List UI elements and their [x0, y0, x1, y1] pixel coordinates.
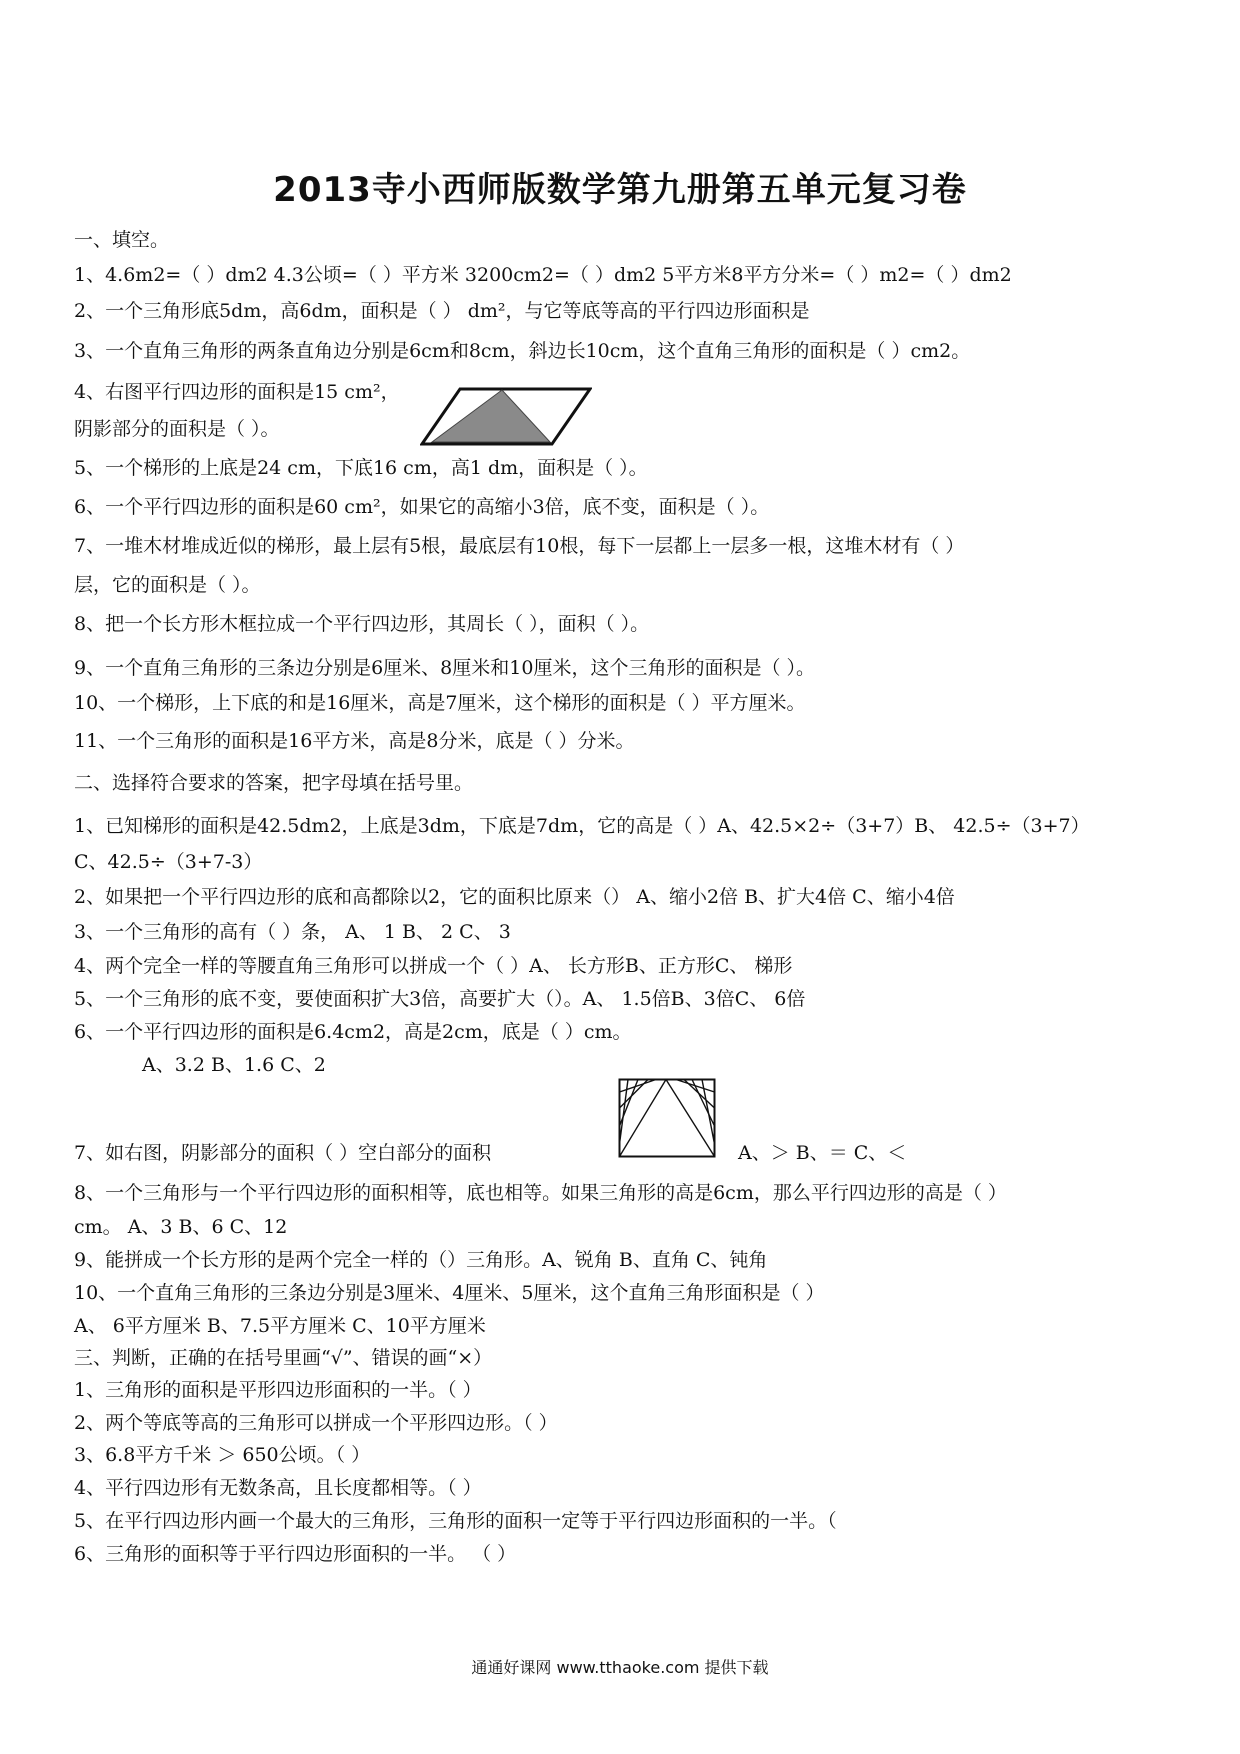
s2-question-6: 6、一个平行四边形的面积是6.4cm2，高是2cm，底是（ ）cm。: [74, 1021, 632, 1043]
s2-question-2: 2、如果把一个平行四边形的底和高都除以2，它的面积比原来（） A、缩小2倍 B、扩大4倍 C、缩小4倍: [74, 886, 955, 908]
s2-question-7: 7、如右图，阴影部分的面积（ ）空白部分的面积: [74, 1142, 492, 1164]
s2-question-8-line1: 8、一个三角形与一个平行四边形的面积相等，底也相等。如果三角形的高是6cm，那么平行四边形的高是（ ）: [74, 1182, 1007, 1204]
s3-question-5: 5、在平行四边形内画一个最大的三角形，三角形的面积一定等于平行四边形面积的一半。（: [74, 1510, 837, 1532]
s2-question-9: 9、能拼成一个长方形的是两个完全一样的（）三角形。A、锐角 B、直角 C、钝角: [74, 1249, 768, 1271]
s3-question-4: 4、平行四边形有无数条高，且长度都相等。（ ）: [74, 1477, 482, 1499]
section2-heading: 二、选择符合要求的答案，把字母填在括号里。: [74, 772, 474, 794]
s1-question-10: 10、一个梯形，上下底的和是16厘米，高是7厘米，这个梯形的面积是（ ）平方厘米。: [74, 692, 806, 714]
s1-question-4-line1: 4、右图平行四边形的面积是15 cm²，: [74, 381, 400, 403]
s3-question-2: 2、两个等底等高的三角形可以拼成一个平形四边形。（ ）: [74, 1412, 558, 1434]
s1-question-2: 2、一个三角形底5dm，高6dm，面积是（ ） dm²，与它等底等高的平行四边形面积是: [74, 300, 810, 322]
s1-question-6: 6、一个平行四边形的面积是60 cm²，如果它的高缩小3倍，底不变，面积是（ ）。: [74, 496, 770, 518]
s1-question-1: 1、4.6m2=（ ）dm2 4.3公顷=（ ）平方米 3200cm2=（ ）dm2 5平方米8平方分米=（ ）m2=（ ）dm2: [74, 264, 1012, 286]
s2-question-1-line2: C、42.5÷（3+7-3）: [74, 851, 263, 873]
s2-question-7-options: A、＞ B、＝ C、＜: [738, 1142, 907, 1164]
s3-question-6: 6、三角形的面积等于平行四边形面积的一半。 （ ）: [74, 1543, 517, 1565]
s2-question-1-line1: 1、已知梯形的面积是42.5dm2，上底是3dm，下底是7dm，它的高是（ ）A、42.5×2÷（3+7）B、 42.5÷（3+7）: [74, 815, 1090, 837]
parallelogram-figure: [420, 386, 592, 448]
s1-question-5: 5、一个梯形的上底是24 cm，下底16 cm，高1 dm，面积是（ ）。: [74, 457, 648, 479]
s2-question-10-line2: A、 6平方厘米 B、7.5平方厘米 C、10平方厘米: [74, 1315, 486, 1337]
s1-question-7-line2: 层，它的面积是（ ）。: [74, 574, 261, 596]
s1-question-8: 8、把一个长方形木框拉成一个平行四边形，其周长（ ），面积（ ）。: [74, 613, 650, 635]
s1-question-7-line1: 7、一堆木材堆成近似的梯形，最上层有5根，最底层有10根，每下一层都上一层多一根，这堆木材有（ ）: [74, 535, 965, 557]
s3-question-1: 1、三角形的面积是平形四边形面积的一半。（ ）: [74, 1379, 482, 1401]
s2-question-5: 5、一个三角形的底不变，要使面积扩大3倍，高要扩大（）。A、 1.5倍B、3倍C、 6倍: [74, 988, 806, 1010]
s2-question-8-line2: cm。 A、3 B、6 C、12: [74, 1216, 288, 1238]
rectangle-figure: [618, 1078, 716, 1158]
page-title: 2013寺小西师版数学第九册第五单元复习卷: [273, 170, 967, 210]
s1-question-11: 11、一个三角形的面积是16平方米，高是8分米，底是（ ）分米。: [74, 730, 635, 752]
s2-question-6-options: A、3.2 B、1.6 C、2: [142, 1054, 326, 1076]
section3-heading: 三、判断，正确的在括号里画“√”、错误的画“×）: [74, 1347, 493, 1369]
s1-question-3: 3、一个直角三角形的两条直角边分别是6cm和8cm，斜边长10cm，这个直角三角形的面积是（ ）cm2。: [74, 340, 971, 362]
s3-question-3: 3、6.8平方千米 ＞ 650公顷。（ ）: [74, 1444, 371, 1466]
s1-question-9: 9、一个直角三角形的三条边分别是6厘米、8厘米和10厘米，这个三角形的面积是（ ）。: [74, 657, 815, 679]
footer-credit: 通通好课网 www.tthaoke.com 提供下载: [471, 1658, 769, 1677]
s1-question-4-line2: 阴影部分的面积是（ ）。: [74, 418, 280, 440]
s2-question-3: 3、一个三角形的高有（ ）条， A、 1 B、 2 C、 3: [74, 921, 511, 943]
section1-heading: 一、填空。: [74, 229, 170, 251]
s2-question-4: 4、两个完全一样的等腰直角三角形可以拼成一个（ ）A、 长方形B、正方形C、 梯形: [74, 955, 793, 977]
s2-question-10-line1: 10、一个直角三角形的三条边分别是3厘米、4厘米、5厘米，这个直角三角形面积是（ ）: [74, 1282, 825, 1304]
